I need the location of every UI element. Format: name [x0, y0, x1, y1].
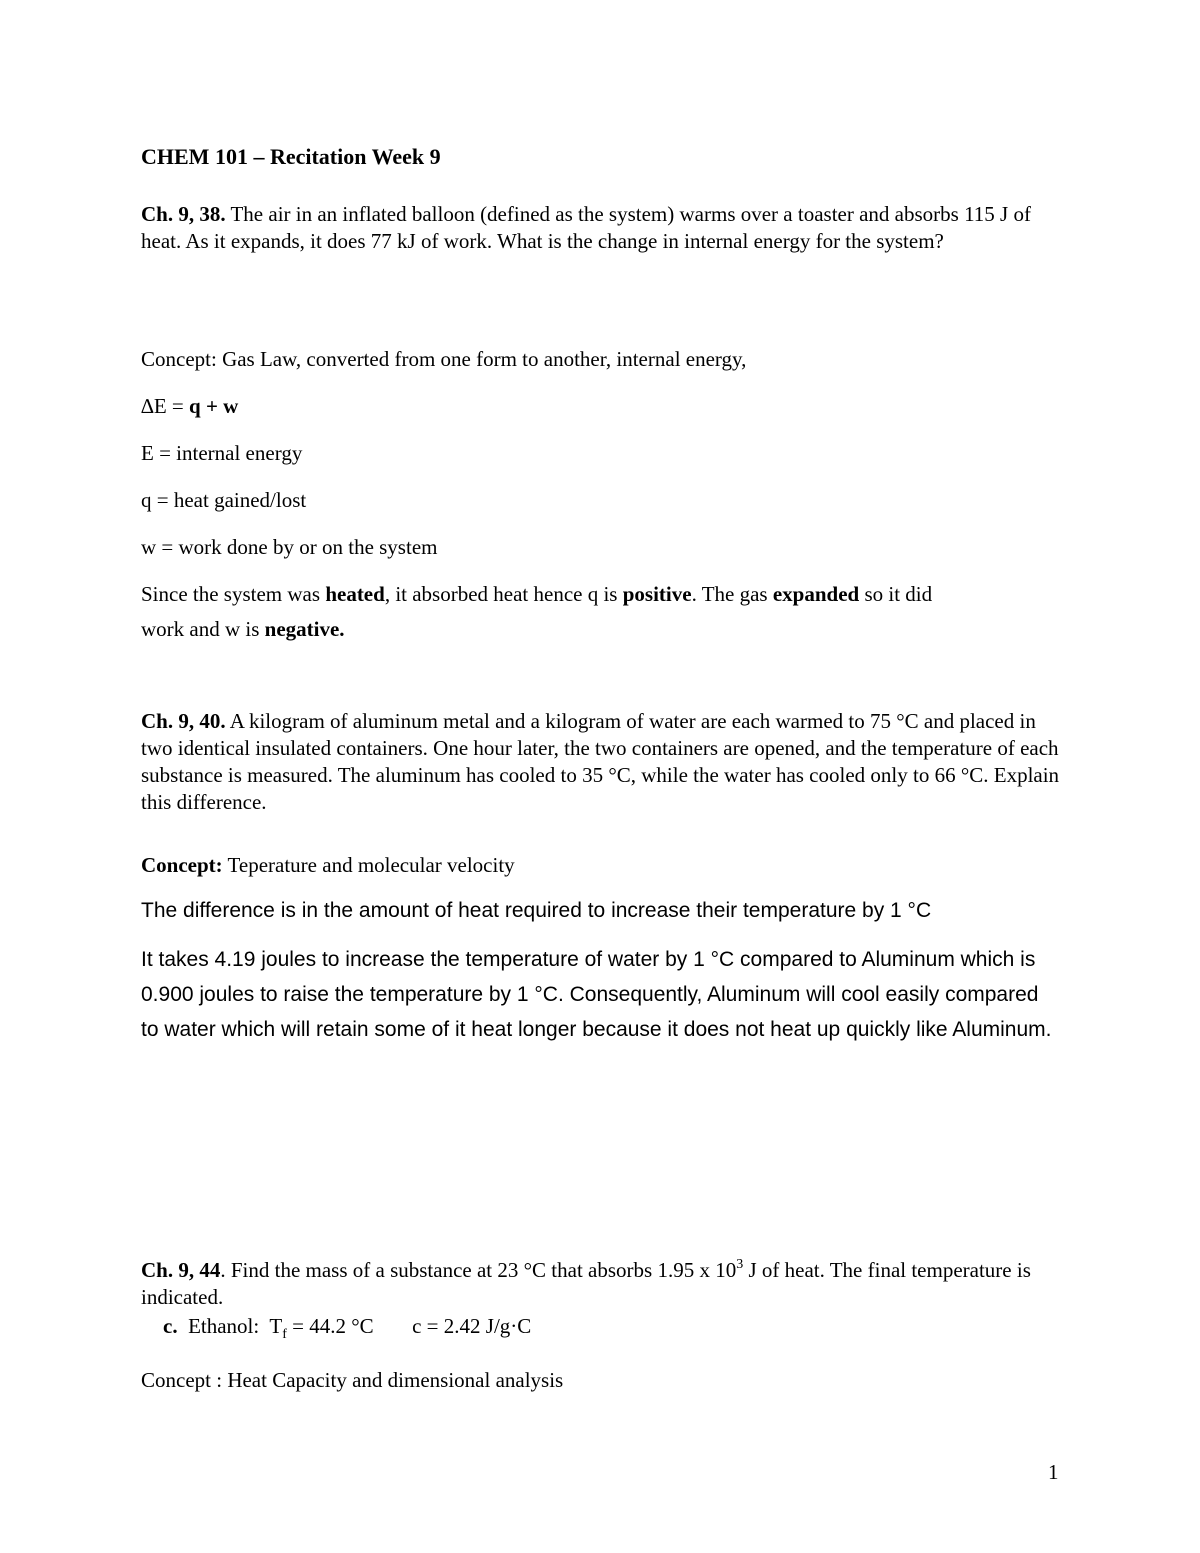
question-38-concept: Concept: Gas Law, converted from one form to another, internal energy,: [141, 347, 747, 371]
question-44-part-c: [163, 1313, 532, 1343]
question-40: [141, 708, 1071, 816]
text-span: work and w is: [141, 617, 265, 641]
text-span: so it did: [859, 582, 933, 606]
page-number: 1: [1048, 1460, 1059, 1484]
explanation-line-2: [141, 616, 345, 643]
part-label: c.: [163, 1314, 178, 1338]
bold-negative: negative.: [264, 617, 345, 641]
question-44-label: Ch. 9, 44: [141, 1258, 221, 1282]
question-38: [141, 201, 1071, 255]
exponent: 3: [736, 1257, 744, 1272]
concept-text: Teperature and molecular velocity: [227, 853, 515, 877]
formula-delta-e: [141, 393, 238, 420]
tf-subscript: f: [282, 1327, 287, 1343]
question-38-text: The air in an inflated balloon (defined as the system) warms over a toaster and absorbs 115 J of heat. As it expands, it does 77 kJ of work. What is the change in internal energy for the system?: [141, 202, 1031, 253]
final-temperature: [269, 1314, 374, 1343]
question-40-concept: [141, 852, 515, 879]
text-span: , it absorbed heat hence q is: [384, 582, 623, 606]
specific-heat: c = 2.42 J/g·C: [412, 1314, 532, 1338]
answer-summary: The difference is in the amount of heat required to increase their temperature by 1 °C: [141, 899, 932, 922]
tf-symbol: T: [269, 1314, 283, 1338]
question-44-concept: Concept : Heat Capacity and dimensional analysis: [141, 1368, 564, 1392]
question-38-label: Ch. 9, 38.: [141, 202, 226, 226]
text-span: Since the system was: [141, 582, 326, 606]
explanation-line-1: [141, 581, 932, 608]
question-40-label: Ch. 9, 40.: [141, 709, 226, 733]
question-44: [141, 1257, 1071, 1311]
definition-w: w = work done by or on the system: [141, 535, 438, 559]
question-44-text-2: J of heat. The final temperature is indicated.: [141, 1258, 1031, 1309]
concept-label: Concept:: [141, 853, 223, 877]
tf-value: = 44.2 °C: [286, 1314, 374, 1338]
answer-detail: It takes 4.19 joules to increase the temperature of water by 1 °C compared to Aluminum which is 0.900 joules to raise the temperature by 1 °C. Consequently, Aluminum will cool easily compared to water which will retain some of it heat longer because it does not heat up quickly like Aluminum.: [141, 948, 1052, 1041]
bold-positive: positive: [622, 582, 692, 606]
page-title: CHEM 101 – Recitation Week 9: [141, 144, 441, 169]
bold-expanded: expanded: [772, 582, 860, 606]
question-40-text: A kilogram of aluminum metal and a kilogram of water are each warmed to 75 °C and placed in two identical insulated containers. One hour later, the two containers are opened, and the temperature of each substance is measured. The aluminum has cooled to 35 °C, while the water has cooled only to 66 °C. Explain this difference.: [141, 709, 1060, 814]
definition-e: E = internal energy: [141, 441, 303, 465]
question-44-text-1: . Find the mass of a substance at 23 °C that absorbs 1.95 x 10: [220, 1258, 737, 1282]
formula-bold: q + w: [189, 394, 239, 418]
bold-heated: heated: [325, 582, 385, 606]
formula-prefix: ∆E =: [141, 394, 190, 418]
part-name: Ethanol:: [188, 1314, 260, 1338]
definition-q: q = heat gained/lost: [141, 488, 307, 512]
text-span: . The gas: [691, 582, 773, 606]
